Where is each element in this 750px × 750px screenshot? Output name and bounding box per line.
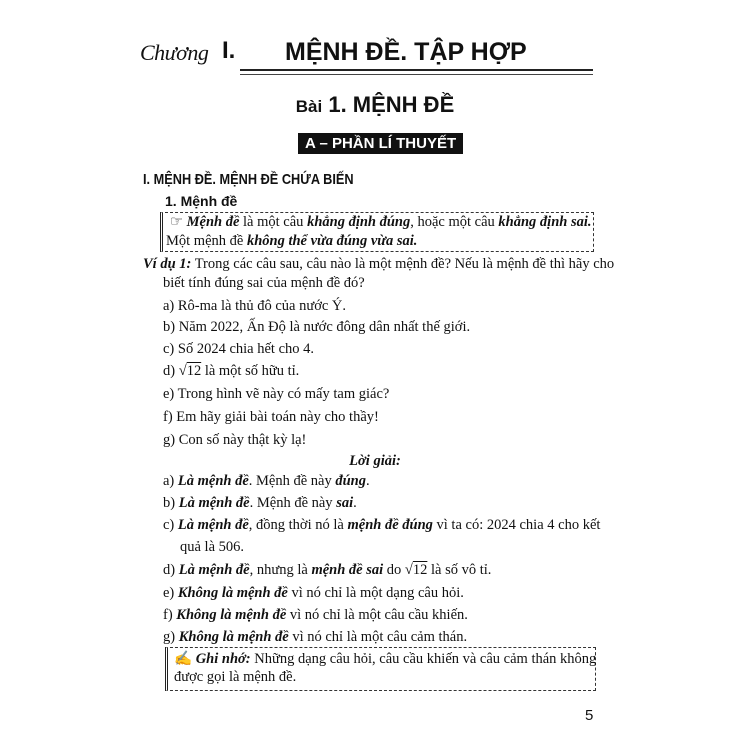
solution-title: Lời giải: <box>349 453 401 469</box>
subsection-heading: 1. Mệnh đề <box>165 193 238 209</box>
solution-item-d: d) Là mệnh đề, nhưng là mệnh đề sai do √12 là số vô tỉ. <box>163 562 492 578</box>
sqrt-symbol: √12 <box>178 363 202 379</box>
example-item: f) Em hãy giải bài toán này cho thầy! <box>163 409 379 425</box>
note-line-1: ✍ Ghi nhớ: Những dạng câu hỏi, câu cầu khiến và câu cảm thán không <box>174 651 597 667</box>
solution-item-a: a) Là mệnh đề. Mệnh đề này đúng. <box>163 473 370 489</box>
example-item: e) Trong hình vẽ này có mấy tam giác? <box>163 386 390 402</box>
example-line-1: Ví dụ 1: Trong các câu sau, câu nào là một mệnh đề? Nếu là mệnh đề thì hãy cho <box>143 256 615 272</box>
chapter-number: I. <box>222 37 236 64</box>
note-line-2: được gọi là mệnh đề. <box>174 669 297 685</box>
definition-line-2: Một mệnh đề không thể vừa đúng vừa sai. <box>166 233 418 249</box>
solution-item-e: e) Không là mệnh đề vì nó chỉ là một dạng câu hỏi. <box>163 585 464 601</box>
writing-hand-icon: ✍ <box>174 651 193 667</box>
sqrt-symbol: √12 <box>404 562 428 578</box>
solution-item-c: c) Là mệnh đề, đồng thời nó là mệnh đề đúng vì ta có: 2024 chia 4 cho kết <box>163 517 601 533</box>
part-heading: A – PHẦN LÍ THUYẾT <box>298 133 463 154</box>
chapter-underline <box>240 69 593 75</box>
example-item: c) Số 2024 chia hết cho 4. <box>163 341 315 357</box>
solution-item-b: b) Là mệnh đề. Mệnh đề này sai. <box>163 495 357 511</box>
example-item: g) Con số này thật kỳ lạ! <box>163 432 307 448</box>
chapter-label: Chương <box>140 40 209 65</box>
example-item: a) Rô-ma là thủ đô của nước Ý. <box>163 298 347 314</box>
example-item: d) √12 là một số hữu tỉ. <box>163 363 300 379</box>
definition-line-1: ☞ Mệnh đề là một câu khẳng định đúng, hoặc một câu khẳng định sai. <box>170 214 592 230</box>
solution-item-c-cont: quả là 506. <box>180 539 245 555</box>
solution-item-f: f) Không là mệnh đề vì nó chỉ là một câu cầu khiến. <box>163 607 468 623</box>
solution-item-g: g) Không là mệnh đề vì nó chỉ là một câu cảm thán. <box>163 629 468 645</box>
lesson-title: Bài 1. MỆNH ĐỀ <box>295 92 455 117</box>
section-heading: I. MỆNH ĐỀ. MỆNH ĐỀ CHỨA BIẾN <box>143 171 354 188</box>
pointing-hand-icon: ☞ <box>170 214 183 230</box>
example-line-2: biết tính đúng sai của mệnh đề đó? <box>163 275 365 291</box>
example-item: b) Năm 2022, Ấn Độ là nước đông dân nhất thế giới. <box>163 319 471 335</box>
page-number: 5 <box>585 707 594 724</box>
chapter-title: MỆNH ĐỀ. TẬP HỢP <box>285 38 527 66</box>
